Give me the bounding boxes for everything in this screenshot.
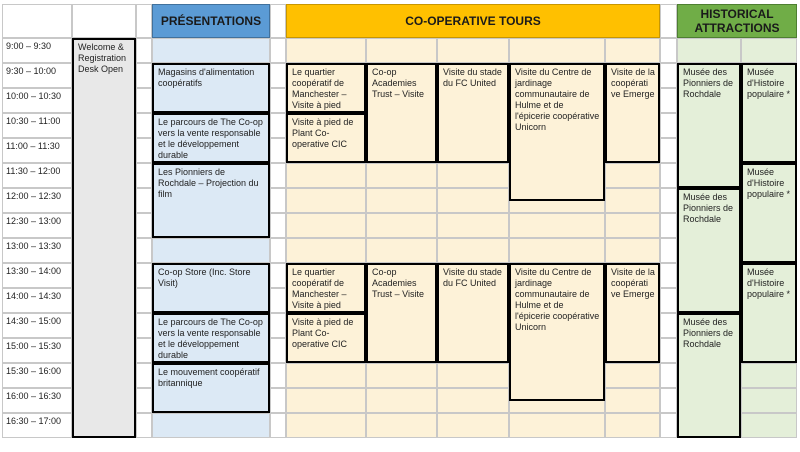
grid-cell (366, 388, 437, 413)
grid-cell (136, 363, 152, 388)
grid-cell (605, 238, 660, 263)
grid-cell (509, 213, 605, 238)
grid-cell (136, 263, 152, 288)
grid-cell (660, 138, 677, 163)
header-empty-cell (136, 4, 152, 38)
tour-block[interactable]: Visite du stade du FC United (437, 263, 509, 363)
grid-cell (366, 363, 437, 388)
grid-cell (286, 413, 366, 438)
time-slot-label: 9:00 – 9:30 (6, 41, 52, 51)
grid-cell (286, 363, 366, 388)
time-slot-label: 16:00 – 16:30 (6, 391, 62, 401)
tours-header: CO-OPERATIVE TOURS (286, 4, 660, 38)
grid-cell (509, 413, 605, 438)
presentation-block[interactable]: Co-op Store (Inc. Store Visit) (152, 263, 270, 313)
grid-cell (270, 63, 286, 88)
tour-block[interactable]: Visite du Centre de jardinage communautaire de Hulme et de l'épicerie coopérative Unicorn (509, 63, 605, 201)
header-empty-cell (660, 4, 677, 38)
time-slot-label: 11:00 – 11:30 (6, 141, 60, 151)
grid-cell (660, 113, 677, 138)
tour-block[interactable]: Visite de la coopérati ve Emerge (605, 263, 660, 363)
grid-cell (270, 363, 286, 388)
grid-cell (660, 88, 677, 113)
grid-cell (152, 38, 270, 63)
time-slot-label: 11:30 – 12:00 (6, 166, 61, 176)
time-slot-label: 15:00 – 15:30 (6, 341, 62, 351)
grid-cell (270, 388, 286, 413)
grid-cell (136, 288, 152, 313)
grid-cell (741, 38, 797, 63)
tour-block[interactable]: Le quartier coopératif de Manchester – Visite à pied (286, 63, 366, 113)
grid-cell (366, 413, 437, 438)
header-empty-cell (2, 4, 72, 38)
grid-cell (437, 238, 509, 263)
grid-cell (660, 63, 677, 88)
grid-cell (437, 38, 509, 63)
tour-block[interactable]: Visite du stade du FC United (437, 63, 509, 163)
grid-cell (136, 113, 152, 138)
grid-cell (136, 238, 152, 263)
grid-cell (741, 413, 797, 438)
grid-cell (270, 313, 286, 338)
grid-cell (605, 213, 660, 238)
time-slot-label: 14:30 – 15:00 (6, 316, 62, 326)
presentations-header: PRÉSENTATIONS (152, 4, 270, 38)
grid-cell (660, 388, 677, 413)
grid-cell (270, 288, 286, 313)
grid-cell (270, 338, 286, 363)
time-slot-label: 14:00 – 14:30 (6, 291, 62, 301)
grid-cell (136, 188, 152, 213)
grid-cell (605, 413, 660, 438)
attraction-block[interactable]: Musée d'Histoire populaire * (741, 63, 797, 163)
grid-cell (270, 188, 286, 213)
grid-cell (660, 238, 677, 263)
grid-cell (509, 38, 605, 63)
time-slot-label: 15:30 – 16:00 (6, 366, 62, 376)
grid-cell (270, 213, 286, 238)
grid-cell (136, 213, 152, 238)
grid-cell (437, 413, 509, 438)
grid-cell (270, 138, 286, 163)
grid-cell (437, 188, 509, 213)
presentation-block[interactable]: Magasins d'alimentation coopératifs (152, 63, 270, 113)
grid-cell (136, 138, 152, 163)
tour-block[interactable]: Visite du Centre de jardinage communautaire de Hulme et de l'épicerie coopérative Unicorn (509, 263, 605, 401)
grid-cell (660, 288, 677, 313)
grid-cell (660, 213, 677, 238)
presentation-block[interactable]: Le parcours de The Co-op vers la vente responsable et le développement durable (152, 313, 270, 363)
grid-cell (270, 113, 286, 138)
grid-cell (286, 388, 366, 413)
grid-cell (136, 88, 152, 113)
grid-cell (270, 238, 286, 263)
grid-cell (660, 363, 677, 388)
tour-block[interactable]: Visite à pied de Plant Co-operative CIC (286, 313, 366, 363)
header-empty-cell (270, 4, 286, 38)
grid-cell (286, 38, 366, 63)
time-slot-label: 12:30 – 13:00 (6, 216, 62, 226)
attraction-block[interactable]: Musée d'Histoire populaire * (741, 263, 797, 363)
tour-block[interactable]: Le quartier coopératif de Manchester – Visite à pied (286, 263, 366, 313)
grid-cell (152, 238, 270, 263)
tour-block[interactable]: Co-op Academies Trust – Visite (366, 263, 437, 363)
grid-cell (660, 413, 677, 438)
attraction-block[interactable]: Musée d'Histoire populaire * (741, 163, 797, 263)
grid-cell (660, 188, 677, 213)
time-slot-label: 12:00 – 12:30 (6, 191, 62, 201)
grid-cell (136, 413, 152, 438)
grid-cell (437, 213, 509, 238)
grid-cell (286, 188, 366, 213)
grid-cell (136, 313, 152, 338)
grid-cell (605, 163, 660, 188)
grid-cell (660, 338, 677, 363)
grid-cell (136, 388, 152, 413)
grid-cell (270, 413, 286, 438)
grid-cell (437, 163, 509, 188)
time-slot-label: 10:30 – 11:00 (6, 116, 61, 126)
grid-cell (660, 263, 677, 288)
header-empty-cell (72, 4, 136, 38)
attraction-block[interactable]: Musée des Pionniers de Rochdale (677, 313, 741, 438)
grid-cell (677, 38, 741, 63)
grid-cell (152, 413, 270, 438)
grid-cell (660, 38, 677, 63)
tour-block[interactable]: Visite de la coopérati ve Emerge (605, 63, 660, 163)
grid-cell (741, 388, 797, 413)
time-slot-label: 13:30 – 14:00 (6, 266, 62, 276)
grid-cell (366, 213, 437, 238)
time-slot-label: 10:00 – 10:30 (6, 91, 62, 101)
grid-cell (660, 313, 677, 338)
grid-cell (660, 163, 677, 188)
grid-cell (270, 263, 286, 288)
grid-cell (286, 238, 366, 263)
welcome-registration-block[interactable]: Welcome & Registration Desk Open (72, 38, 136, 438)
time-slot-label: 16:30 – 17:00 (6, 416, 62, 426)
grid-cell (286, 213, 366, 238)
grid-cell (136, 338, 152, 363)
grid-cell (509, 238, 605, 263)
grid-cell (605, 363, 660, 388)
attraction-block[interactable]: Musée des Pionniers de Rochdale (677, 188, 741, 313)
grid-cell (605, 38, 660, 63)
grid-cell (437, 363, 509, 388)
tour-block[interactable]: Co-op Academies Trust – Visite (366, 63, 437, 163)
grid-cell (366, 163, 437, 188)
attractions-header: HISTORICAL ATTRACTIONS (677, 4, 797, 38)
presentation-block[interactable]: Le mouvement coopératif britannique (152, 363, 270, 413)
time-slot-label: 13:00 – 13:30 (6, 241, 62, 251)
grid-cell (366, 38, 437, 63)
grid-cell (366, 238, 437, 263)
grid-cell (366, 188, 437, 213)
tour-block[interactable]: Visite à pied de Plant Co-operative CIC (286, 113, 366, 163)
grid-cell (286, 163, 366, 188)
grid-cell (605, 188, 660, 213)
grid-cell (741, 363, 797, 388)
attraction-block[interactable]: Musée des Pionniers de Rochdale (677, 63, 741, 188)
grid-cell (270, 163, 286, 188)
grid-cell (136, 63, 152, 88)
presentation-block[interactable]: Le parcours de The Co-op vers la vente responsable et le développement durable (152, 113, 270, 163)
grid-cell (136, 163, 152, 188)
grid-cell (136, 38, 152, 63)
grid-cell (605, 388, 660, 413)
grid-cell (270, 38, 286, 63)
grid-cell (437, 388, 509, 413)
time-slot-label: 9:30 – 10:00 (6, 66, 57, 76)
presentation-block[interactable]: Les Pionniers de Rochdale – Projection du film (152, 163, 270, 238)
grid-cell (270, 88, 286, 113)
